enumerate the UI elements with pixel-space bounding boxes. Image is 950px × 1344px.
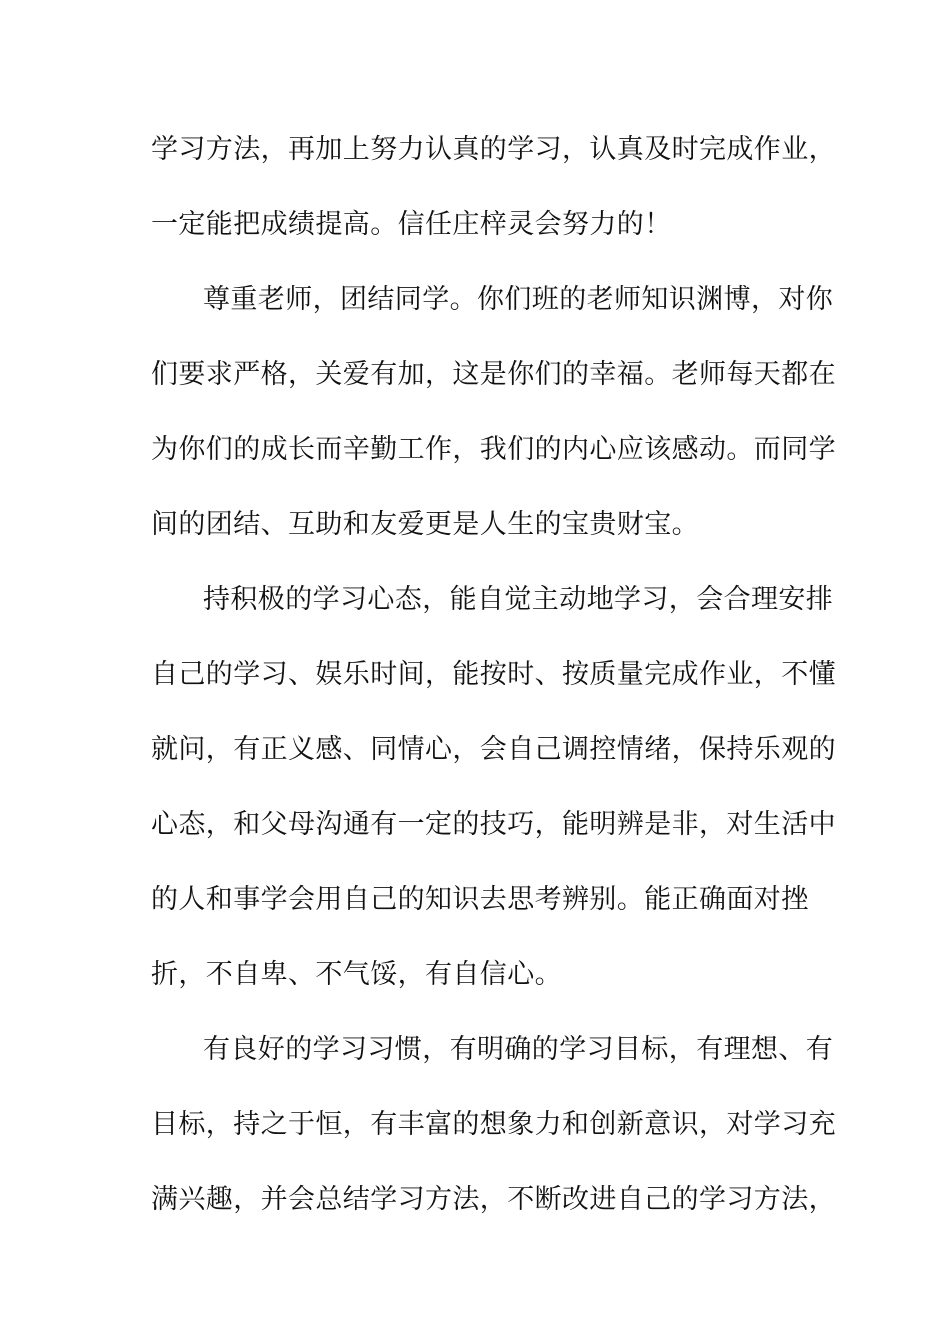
text-line: 满兴趣，并会总结学习方法，不断改进自己的学习方法， <box>151 1184 836 1215</box>
paragraph-start-line: 持积极的学习心态，能自觉主动地学习，会合理安排 <box>203 584 834 615</box>
text-line: 心态，和父母沟通有一定的技巧，能明辨是非，对生活中 <box>151 809 836 840</box>
text-line: 目标，持之于恒，有丰富的想象力和创新意识，对学习充 <box>151 1109 836 1140</box>
text-line: 自己的学习、娱乐时间，能按时、按质量完成作业，不懂 <box>151 659 836 690</box>
text-line: 学习方法，再加上努力认真的学习，认真及时完成作业， <box>151 134 836 165</box>
text-line: 折，不自卑、不气馁，有自信心。 <box>151 959 562 990</box>
paragraph-start-line: 有良好的学习习惯，有明确的学习目标，有理想、有 <box>203 1034 834 1065</box>
text-line: 就问，有正义感、同情心，会自己调控情绪，保持乐观的 <box>151 734 836 765</box>
text-line: 间的团结、互助和友爱更是人生的宝贵财宝。 <box>151 509 699 540</box>
text-line: 为你们的成长而辛勤工作，我们的内心应该感动。而同学 <box>151 434 836 465</box>
text-line: 们要求严格，关爱有加，这是你们的幸福。老师每天都在 <box>151 359 836 390</box>
text-line: 的人和事学会用自己的知识去思考辨别。能正确面对挫 <box>151 884 809 915</box>
text-line: 一定能把成绩提高。信任庄梓灵会努力的！ <box>151 209 672 240</box>
paragraph-start-line: 尊重老师，团结同学。你们班的老师知识渊博，对你 <box>203 284 834 315</box>
